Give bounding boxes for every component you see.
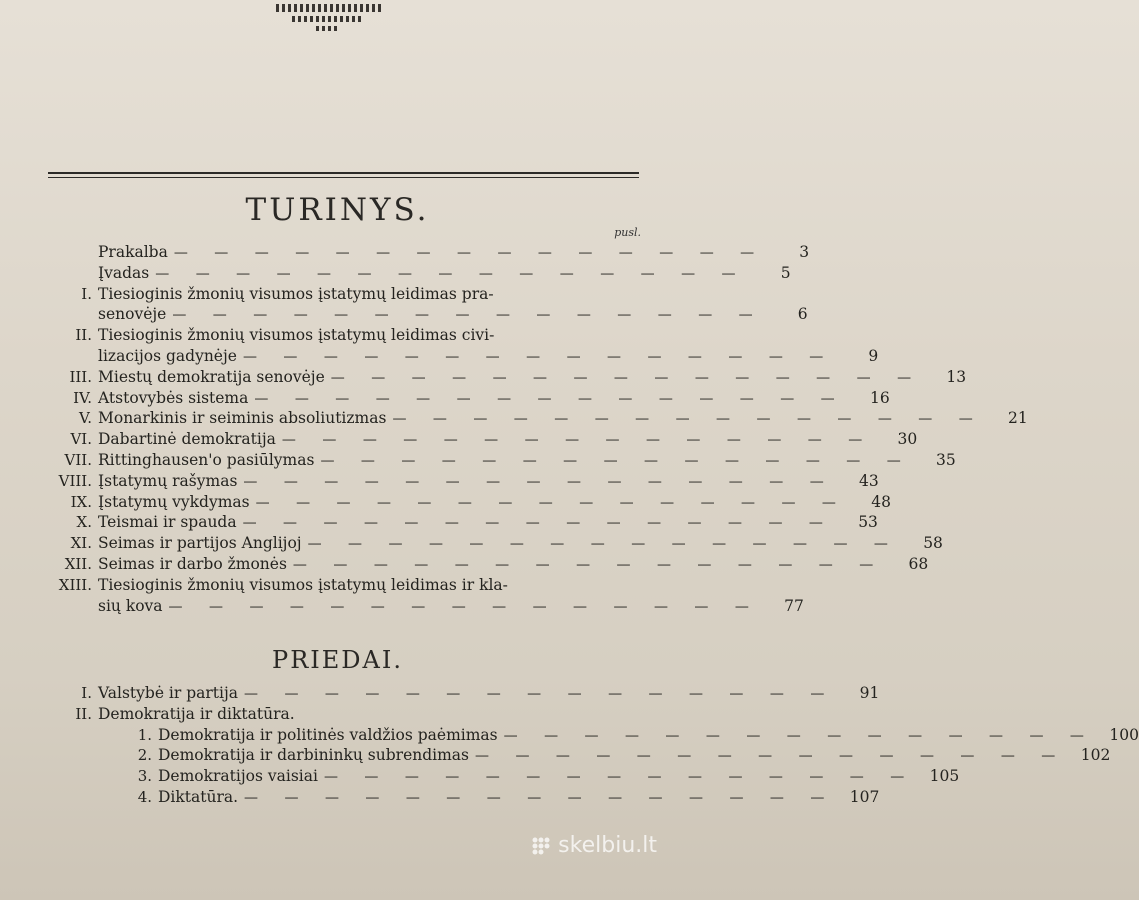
entry-number: 1. [137,725,152,744]
entry-number: I. [81,684,92,702]
entry-title: Demokratija ir diktatūra. [98,704,295,723]
leader-dashes: — — — — — — — — — — — — — — — [244,686,836,702]
entry-number: XIII. [58,575,92,594]
entry-title: Demokratija ir darbininkų subrendimas [158,746,469,765]
entry-page: 21 [1008,409,1028,428]
entry-page: 100 [1109,725,1139,744]
toc-entry [32,534,943,556]
entry-page: 30 [897,430,918,449]
top-rule-thin [48,177,639,178]
contents-heading: TURINYS. [245,192,430,228]
toc-entry [32,513,878,535]
leader-dashes: — — — — — — — — — — — — — — — [307,536,899,553]
entry-number: IX. [70,492,92,511]
entry-page: 53 [858,513,878,532]
entry-page: 105 [929,767,960,786]
entry-page: 5 [780,263,791,282]
toc-entry [32,576,635,598]
leader-dashes: — — — — — — — — — — — — — — — [173,245,766,261]
page-column-label: pusl. [614,226,641,239]
leader-dashes: — — — — — — — — — — — — — — — [392,411,984,428]
leader-dashes: — — — — — — — — — — — — — — — [330,369,923,386]
leader-dashes: — — — — — — — — — — — — — — — [281,432,874,449]
entry-title: Rittinghausen'o pasiūlymas [98,451,315,469]
entry-title: Seimas ir partijos Anglijoj [98,534,302,553]
entry-page: 6 [797,305,808,324]
entry-number: III. [69,367,92,386]
entry-title: Valstybė ir partija [98,684,239,702]
watermark-logo-icon [530,835,552,857]
entry-page: 68 [908,555,929,573]
entry-title: Seimas ir darbo žmonės [98,555,287,573]
leader-dashes: — — — — — — — — — — — — — — — [255,494,847,511]
toc-entry-continued [32,347,879,369]
appendix-sub-entry [92,725,1139,748]
entry-page: 58 [923,534,943,553]
toc-entry-continued [32,305,808,327]
toc-entry [32,243,810,265]
toc-entry [32,285,635,307]
entry-number: V. [79,409,92,428]
leader-dashes: — — — — — — — — — — — — — — — [242,349,835,365]
entry-number: VII. [64,451,92,469]
watermark-text: skelbiu.lt [558,833,657,858]
entry-page: 16 [869,388,890,407]
toc-entry [32,326,635,348]
entry-number: 2. [137,746,152,765]
leader-dashes: — — — — — — — — — — — — — — — [323,769,916,786]
entry-title: Teismai ir spauda [98,513,237,532]
entry-title: Dabartinė demokratija [98,430,276,449]
entry-page: 9 [868,347,879,365]
appendix-sub-entry [92,746,1111,768]
entry-number: IV. [73,388,92,407]
toc-entry [32,492,891,515]
leader-dashes: — — — — — — — — — — — — — — — [155,265,747,282]
entry-page: 35 [936,451,956,469]
appendix-entry [32,705,635,727]
entry-title: lizacijos gadynėje [98,347,237,365]
entry-page: 107 [849,788,880,806]
entry-page: 102 [1080,746,1111,765]
toc-entry [32,263,791,286]
entry-title: Atstovybės sistema [98,388,249,407]
entry-number: II. [75,326,92,345]
entry-title: Įvadas [98,263,150,282]
entry-title: Monarkinis ir seiminis absoliutizmas [98,409,387,428]
leader-dashes: — — — — — — — — — — — — — — — [243,473,835,490]
entry-number: XI. [70,534,92,553]
entry-number: XII. [64,555,92,573]
appendix-heading: PRIEDAI. [272,646,403,674]
entry-title: senovėje [98,305,167,324]
entry-page: 43 [858,471,879,490]
entry-title: sių kova [98,596,163,615]
toc-entry-continued [32,596,804,619]
entry-title: Tiesioginis žmonių visumos įstatymų leidimas ir kla- [98,575,508,594]
entry-page: 3 [799,243,810,261]
entry-number: X. [76,513,92,532]
entry-number: I. [81,284,92,303]
leader-dashes: — — — — — — — — — — — — — — — [320,453,912,469]
entry-title: Demokratijos vaisiai [158,767,318,786]
leader-dashes: — — — — — — — — — — — — — — — [254,390,846,407]
appendix-sub-entry [92,788,880,810]
watermark [530,833,657,858]
entry-page: 13 [946,367,967,386]
entry-title: Įstatymų rašymas [98,471,238,490]
toc-entry [32,451,956,473]
top-rule [48,172,639,174]
toc-entry [32,388,890,411]
entry-title: Tiesioginis žmonių visumos įstatymų leidimas pra- [98,284,494,303]
toc-entry [32,555,929,577]
leader-dashes: — — — — — — — — — — — — — — — [242,515,834,532]
entry-title: Prakalba [98,243,168,261]
toc-entry [32,430,918,452]
entry-page: 77 [784,596,804,615]
entry-title: Demokratija ir politinės valdžios paėmimas [158,725,498,744]
toc-entry [32,367,967,390]
entry-number: VI. [70,430,92,449]
entry-page: 48 [871,492,891,511]
entry-title: Įstatymų vykdymas [98,492,250,511]
appendix-entry [32,684,880,706]
header-ornament [272,0,388,34]
leader-dashes: — — — — — — — — — — — — — — — [292,557,885,573]
entry-number: 3. [137,767,152,786]
entry-number: VIII. [58,471,92,490]
leader-dashes: — — — — — — — — — — — — — — — [168,598,760,615]
leader-dashes: — — — — — — — — — — — — — — — [172,307,764,324]
entry-title: Diktatūra. [158,788,239,806]
leader-dashes: — — — — — — — — — — — — — — — [475,748,1067,765]
entry-title: Tiesioginis žmonių visumos įstatymų leidimas civi- [98,326,495,345]
leader-dashes: — — — — — — — — — — — — — — — [503,727,1095,744]
appendix-sub-entry [92,767,960,789]
toc-entry [32,471,879,494]
entry-title: Miestų demokratija senovėje [98,367,325,386]
entry-page: 91 [859,684,880,702]
entry-number: II. [75,704,92,723]
toc-entry [32,409,1028,431]
leader-dashes: — — — — — — — — — — — — — — — [244,790,836,806]
entry-number: 4. [137,788,152,806]
